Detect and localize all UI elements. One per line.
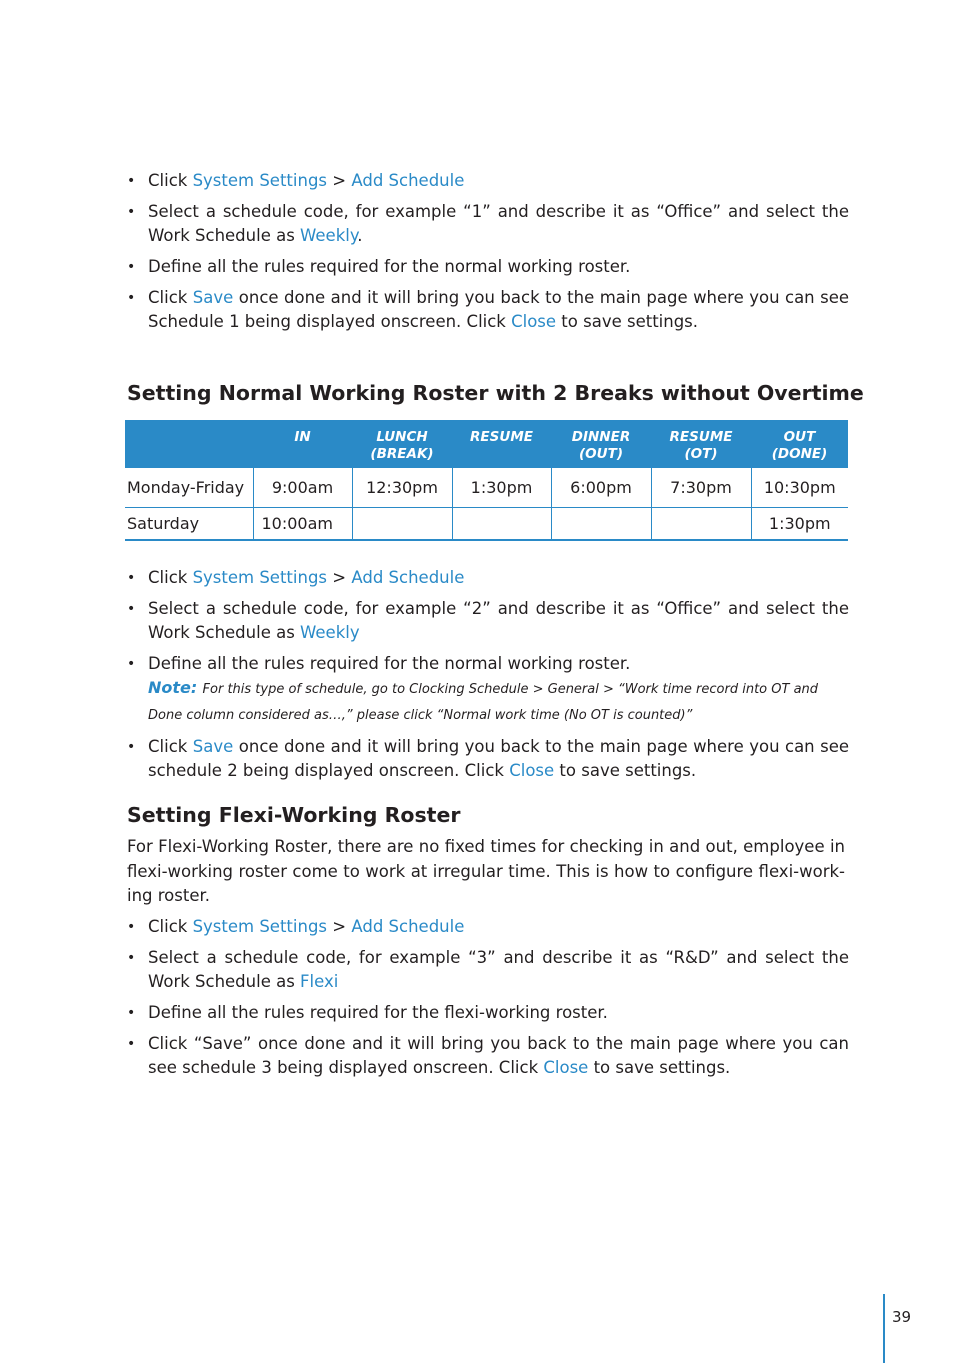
table-row bbox=[125, 468, 848, 508]
item-text: > bbox=[327, 917, 352, 936]
table-cell: 10:00am bbox=[253, 508, 352, 541]
table-cell: 1:30pm bbox=[452, 468, 551, 508]
note-label: Note: bbox=[148, 678, 198, 697]
table-row bbox=[125, 508, 848, 541]
item-text: Click bbox=[148, 737, 193, 756]
section-heading-flexi-roster: Setting Flexi-Working Roster bbox=[127, 803, 461, 827]
header-cell: LUNCH (BREAK) bbox=[352, 420, 452, 468]
table-cell: Monday-Friday bbox=[125, 468, 253, 508]
table-cell: 6:00pm bbox=[551, 468, 651, 508]
weekly-ref: Weekly bbox=[300, 226, 358, 245]
system-settings-ref: System Settings bbox=[192, 917, 328, 936]
item-text: Click bbox=[148, 917, 193, 936]
close-ref: Close bbox=[511, 312, 557, 331]
save-ref: Save bbox=[192, 288, 234, 307]
table-cell bbox=[452, 508, 551, 541]
item-text: to save settings. bbox=[556, 312, 699, 331]
header-cell: IN bbox=[253, 420, 352, 468]
item-text: Define all the rules required for the flexi-working roster. bbox=[148, 1003, 608, 1022]
list-item bbox=[127, 735, 849, 783]
table-cell bbox=[551, 508, 651, 541]
weekly-ref: Weekly bbox=[300, 623, 360, 642]
page-number-rule bbox=[883, 1294, 885, 1363]
list-item bbox=[127, 597, 849, 645]
item-text: Click “Save” once done and it will bring you back to the main page where you can see schedule 3 being displayed onscreen. Click bbox=[148, 1034, 849, 1077]
header-cell: OUT (DONE) bbox=[751, 420, 848, 468]
item-text: Select a schedule code, for example “3” and describe it as “R&D” and select the Work Schedule as bbox=[148, 948, 849, 991]
flexi-ref: Flexi bbox=[300, 972, 339, 991]
list-item bbox=[127, 286, 849, 334]
table-cell bbox=[352, 508, 452, 541]
list-item bbox=[127, 200, 849, 248]
table-cell bbox=[651, 508, 751, 541]
item-text: to save settings. bbox=[554, 761, 697, 780]
close-ref: Close bbox=[509, 761, 555, 780]
header-cell bbox=[125, 420, 253, 468]
schedule-table bbox=[125, 420, 848, 541]
item-text: Define all the rules required for the normal working roster. bbox=[148, 654, 631, 673]
list-item bbox=[127, 1001, 849, 1025]
table-cell: Saturday bbox=[125, 508, 253, 541]
table-header-row bbox=[125, 420, 848, 468]
item-text: once done and it will bring you back to the main page where you can see schedule 2 being displayed onscreen. Click bbox=[148, 737, 849, 780]
item-text: > bbox=[327, 171, 352, 190]
item-text: Click bbox=[148, 288, 193, 307]
header-cell: RESUME (OT) bbox=[651, 420, 751, 468]
list-item bbox=[127, 652, 849, 728]
section-heading-normal-roster: Setting Normal Working Roster with 2 Breaks without Overtime bbox=[127, 381, 864, 405]
list-item bbox=[127, 566, 849, 590]
table-cell: 1:30pm bbox=[751, 508, 848, 541]
table-cell: 7:30pm bbox=[651, 468, 751, 508]
item-text: Click bbox=[148, 171, 193, 190]
system-settings-ref: System Settings bbox=[192, 568, 328, 587]
list-item bbox=[127, 1032, 849, 1080]
list-item bbox=[127, 255, 849, 279]
table-cell: 12:30pm bbox=[352, 468, 452, 508]
table-cell: 10:30pm bbox=[751, 468, 848, 508]
item-text: Click bbox=[148, 568, 193, 587]
item-text: Select a schedule code, for example “1” and describe it as “Office” and select the Work Schedule as bbox=[148, 202, 849, 245]
close-ref: Close bbox=[543, 1058, 589, 1077]
item-text: Select a schedule code, for example “2” and describe it as “Office” and select the Work Schedule as bbox=[148, 599, 849, 642]
instruction-list-3 bbox=[127, 915, 849, 1087]
header-cell: DINNER (OUT) bbox=[551, 420, 651, 468]
add-schedule-ref: Add Schedule bbox=[351, 917, 465, 936]
item-text: > bbox=[327, 568, 352, 587]
add-schedule-ref: Add Schedule bbox=[351, 171, 465, 190]
header-cell: RESUME bbox=[452, 420, 551, 468]
item-text: . bbox=[357, 226, 363, 245]
page-number: 39 bbox=[892, 1308, 912, 1326]
add-schedule-ref: Add Schedule bbox=[351, 568, 465, 587]
list-item bbox=[127, 915, 849, 939]
list-item bbox=[127, 169, 849, 193]
list-item bbox=[127, 946, 849, 994]
table-cell: 9:00am bbox=[253, 468, 352, 508]
flexi-intro-paragraph: For Flexi-Working Roster, there are no fixed times for checking in and out, employee in flexi-working roster come to work at irregular time. This is how to configure flexi-work-ing roster. bbox=[127, 837, 845, 905]
instruction-list-2 bbox=[127, 566, 849, 790]
item-text: to save settings. bbox=[588, 1058, 731, 1077]
item-text: Define all the rules required for the normal working roster. bbox=[148, 257, 631, 276]
system-settings-ref: System Settings bbox=[192, 171, 328, 190]
note-text: For this type of schedule, go to Clocking Schedule > General > “Work time record into OT and Done column considered as…,” please click “Normal work time (No OT is counted)” bbox=[148, 682, 819, 723]
save-ref: Save bbox=[192, 737, 234, 756]
instruction-list-1 bbox=[127, 169, 849, 341]
item-text: once done and it will bring you back to the main page where you can see Schedule 1 being displayed onscreen. Click bbox=[148, 288, 849, 331]
